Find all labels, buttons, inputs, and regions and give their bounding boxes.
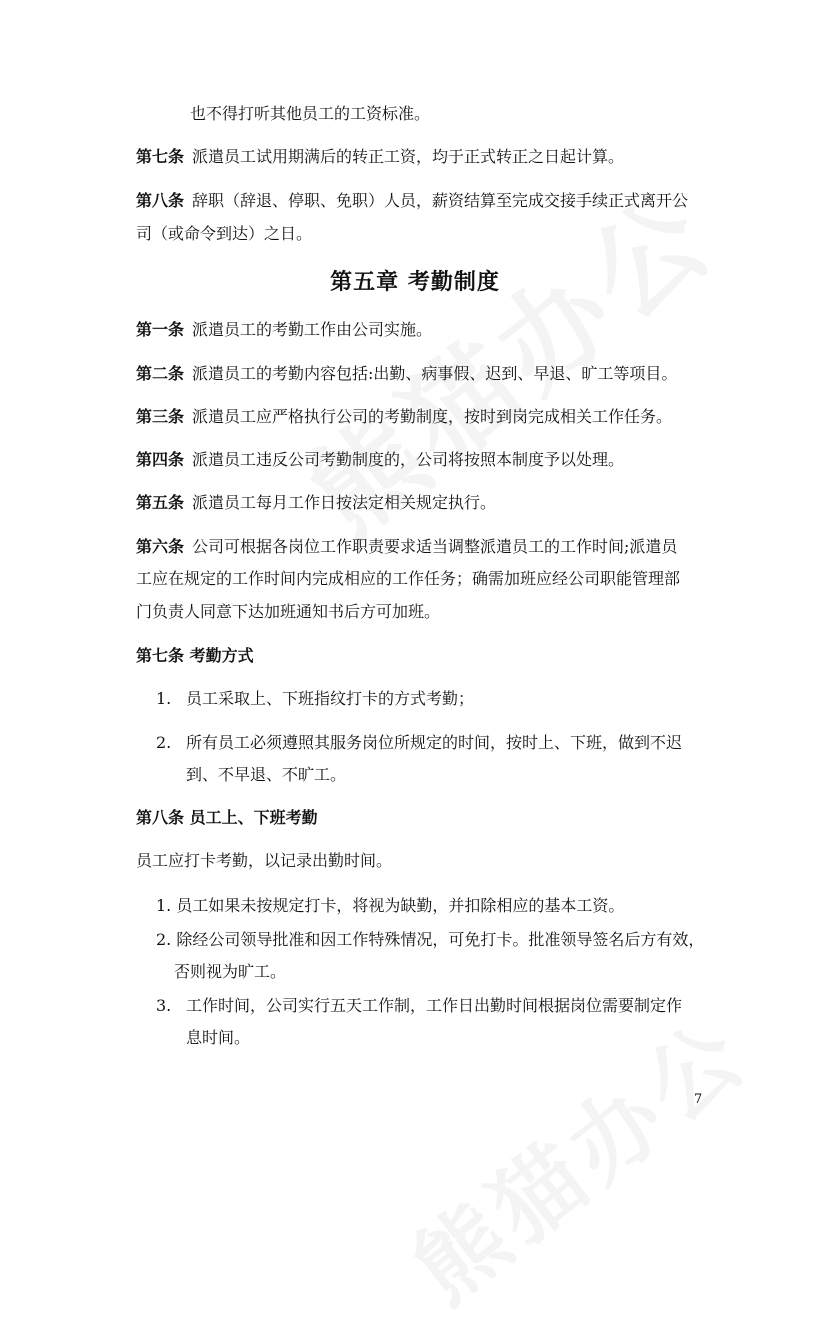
article-label: 第五条 <box>136 493 185 512</box>
c5-article-2 <box>136 364 716 384</box>
article-8 <box>136 191 716 211</box>
article-text: 公司可根据各岗位工作职责要求适当调整派遣员工的工作时间;派遣员 <box>192 537 678 556</box>
article-label: 第六条 <box>136 537 185 556</box>
item-number: 2. <box>156 733 172 752</box>
article-text: 派遣员工的考勤内容包括:出勤、病事假、迟到、早退、旷工等项目。 <box>192 364 678 383</box>
c5-article-4 <box>136 450 716 470</box>
c5-article-8-intro: 员工应打卡考勤，以记录出勤时间。 <box>136 851 393 870</box>
c5-article-6-cont: 门负责人同意下达加班通知书后方可加班。 <box>136 602 441 621</box>
article-text: 派遣员工试用期满后的转正工资，均于正式转正之日起计算。 <box>192 147 625 166</box>
item-text: 工作时间，公司实行五天工作制，工作日出勤时间根据岗位需要制定作 <box>186 996 683 1015</box>
article-text: 派遣员工的考勤工作由公司实施。 <box>192 320 433 339</box>
c5-article-5 <box>136 493 716 513</box>
c5-article-8-item-3-cont: 息时间。 <box>186 1028 251 1047</box>
c5-article-8-heading: 第八条 员工上、下班考勤 <box>136 808 318 827</box>
article-label: 第二条 <box>136 364 185 383</box>
item-number: 1. <box>156 689 172 708</box>
article-text: 辞职（辞退、停职、免职）人员，薪资结算至完成交接手续正式离开公 <box>192 191 689 210</box>
article-text: 派遣员工每月工作日按法定相关规定执行。 <box>192 493 497 512</box>
c5-article-8-item-1: 1. 员工如果未按规定打卡，将视为缺勤，并扣除相应的基本工资。 <box>156 896 625 915</box>
article-label: 第三条 <box>136 407 185 426</box>
continued-text: 也不得打听其他员工的工资标准。 <box>190 104 431 123</box>
article-label: 第七条 <box>136 147 185 166</box>
chapter-title: 第五章 考勤制度 <box>330 270 500 295</box>
article-8-cont: 司（或命令到达）之日。 <box>136 224 313 243</box>
c5-article-6-cont: 工应在规定的工作时间内完成相应的工作任务；确需加班应经公司职能管理部 <box>136 569 681 588</box>
c5-article-3 <box>136 407 716 427</box>
c5-article-7-item-2-cont: 到、不早退、不旷工。 <box>186 765 347 784</box>
c5-article-7-heading: 第七条 考勤方式 <box>136 646 254 665</box>
page-number: 7 <box>694 1092 703 1107</box>
c5-article-7-item-2 <box>156 733 736 753</box>
item-text: 员工采取上、下班指纹打卡的方式考勤； <box>186 689 475 708</box>
item-number: 3. <box>156 996 172 1015</box>
c5-article-1 <box>136 320 716 340</box>
article-label: 第一条 <box>136 320 185 339</box>
c5-article-8-item-3 <box>156 996 736 1016</box>
article-text: 派遣员工违反公司考勤制度的，公司将按照本制度予以处理。 <box>192 450 625 469</box>
article-label: 第八条 <box>136 191 185 210</box>
c5-article-8-item-2: 2. 除经公司领导批准和因工作特殊情况，可免打卡。批准领导签名后方有效， <box>156 930 705 949</box>
c5-article-6 <box>136 537 716 557</box>
article-label: 第四条 <box>136 450 185 469</box>
c5-article-8-item-2-cont: 否则视为旷工。 <box>174 962 287 981</box>
article-text: 派遣员工应严格执行公司的考勤制度，按时到岗完成相关工作任务。 <box>192 407 673 426</box>
c5-article-7-item-1 <box>156 689 736 709</box>
article-7 <box>136 147 716 167</box>
item-text: 所有员工必须遵照其服务岗位所规定的时间，按时上、下班，做到不迟 <box>186 733 683 752</box>
